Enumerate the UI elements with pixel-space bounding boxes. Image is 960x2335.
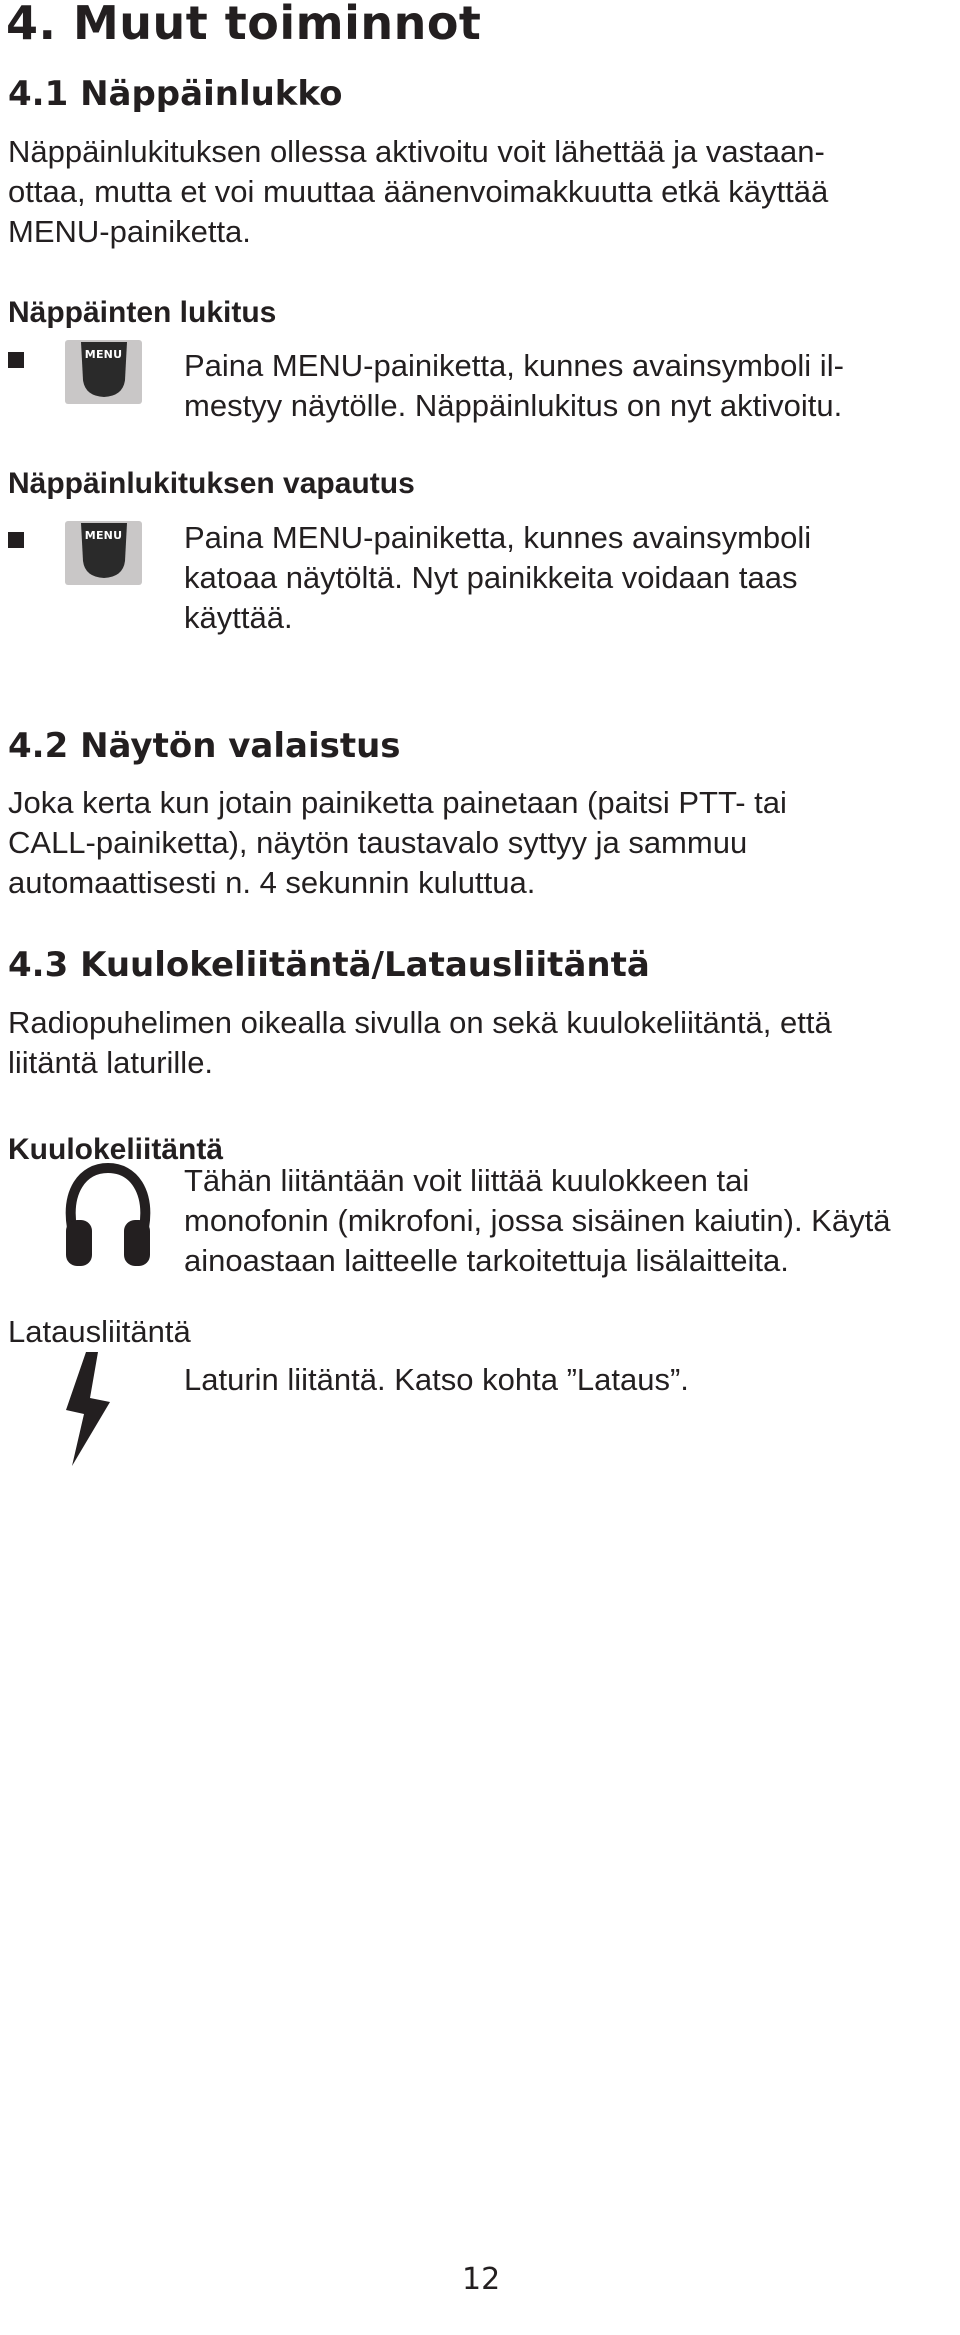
lightning-bolt-icon — [66, 1352, 118, 1466]
lock-heading: Näppäinten lukitus — [8, 296, 277, 329]
backlight-heading: 4.2 Näytön valaistus — [8, 726, 401, 766]
keylock-intro: Näppäinlukituksen ollessa aktivoitu voit lähettää ja vastaan- ottaa, mutta et voi muuttaa äänenvoimakkuutta etkä käyttää MENU-painiketta. — [8, 134, 829, 249]
connectors-heading: 4.3 Kuulokeliitäntä/Latausliitäntä — [8, 945, 650, 985]
backlight-text: Joka kerta kun jotain painiketta painetaan (paitsi PTT- tai CALL-painiketta), näytön taustavalo syttyy ja sammuu automaattisesti n. 4 sekunnin kuluttua. — [8, 785, 787, 900]
section-title: 4. Muut toiminnot — [6, 0, 482, 50]
headphones-icon — [62, 1162, 154, 1270]
menu-button-illustration — [65, 340, 142, 404]
menu-key-label: MENU — [84, 348, 123, 361]
charging-text: Laturin liitäntä. Katso kohta ”Lataus”. — [184, 1362, 689, 1397]
bullet — [8, 532, 24, 548]
connectors-text: Radiopuhelimen oikealla sivulla on sekä kuulokeliitäntä, että liitäntä laturille. — [8, 1005, 832, 1080]
unlock-heading: Näppäinlukituksen vapautus — [8, 467, 415, 500]
headphone-heading: Kuulokeliitäntä — [8, 1133, 224, 1166]
headphone-text: Tähän liitäntään voit liittää kuulokkeen tai monofonin (mikrofoni, jossa sisäinen kaiutin). Käytä ainoastaan laitteelle tarkoitettuja lisälaitteita. — [184, 1163, 891, 1278]
bullet — [8, 352, 24, 368]
unlock-text: Paina MENU-painiketta, kunnes avainsymboli katoaa näytöltä. Nyt painikkeita voidaan taas käyttää. — [184, 520, 812, 635]
menu-key-label: MENU — [84, 529, 123, 542]
keylock-heading: 4.1 Näppäinlukko — [8, 74, 343, 114]
page-number: 12 — [462, 2262, 501, 2297]
menu-button-illustration — [65, 521, 142, 585]
lock-text: Paina MENU-painiketta, kunnes avainsymboli il- mestyy näytölle. Näppäinlukitus on nyt aktivoitu. — [184, 348, 844, 423]
charging-heading: Latausliitäntä — [8, 1314, 191, 1349]
